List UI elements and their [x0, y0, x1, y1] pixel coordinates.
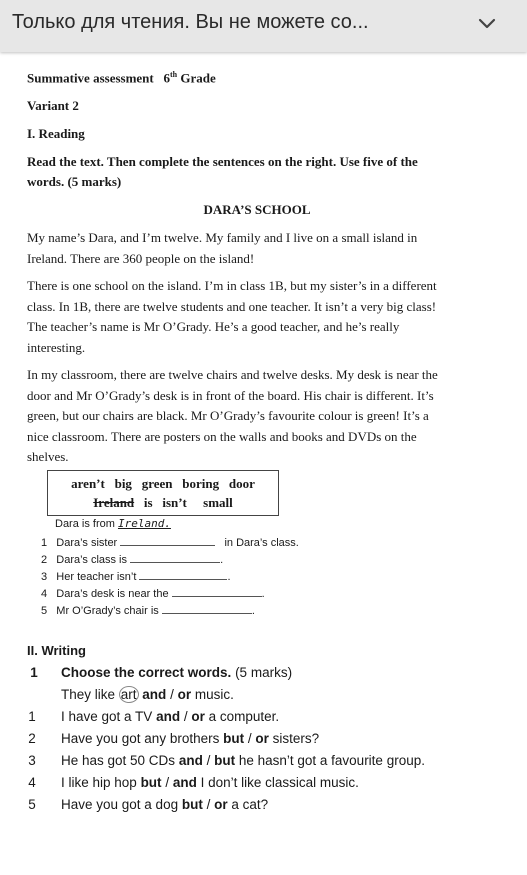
- choice-word[interactable]: but: [140, 775, 162, 790]
- paragraph-line: Ireland. There are 360 people on the island!: [27, 250, 255, 266]
- item-text-after: .: [251, 605, 255, 617]
- text-part: a computer.: [204, 709, 280, 724]
- item-number: 5: [28, 797, 36, 812]
- text-part: music.: [191, 687, 234, 702]
- item-text-after: in Dara’s class.: [224, 537, 299, 549]
- example-answer: Ireland.: [117, 517, 171, 530]
- choice-word[interactable]: and: [172, 775, 197, 790]
- slash: /: [202, 753, 215, 768]
- word-option: green: [141, 476, 173, 491]
- writing-item: [27, 731, 487, 751]
- example-text: Dara is from: [55, 518, 115, 530]
- writing-item: [27, 775, 487, 795]
- instruction-line-1: Read the text. Then complete the sentences on the right. Use five of the: [27, 154, 418, 169]
- item-text: Dara’s desk is near the: [56, 588, 169, 600]
- writing-task-heading: [27, 665, 487, 685]
- item-number: 4: [41, 588, 48, 600]
- slash: /: [244, 731, 256, 746]
- paragraph-line: door and Mr O’Grady’s desk is in front of the board. His chair is different. It’s: [27, 387, 434, 403]
- item-number: 3: [28, 753, 36, 768]
- answer-blank[interactable]: [120, 534, 215, 546]
- slash: /: [202, 797, 215, 812]
- answer-blank[interactable]: [130, 551, 220, 563]
- header-text: Summative assessment: [27, 70, 154, 86]
- word-option: is: [143, 495, 153, 510]
- item-number: 5: [41, 605, 48, 617]
- paragraph-line: In my classroom, there are twelve chairs and twelve desks. My desk is near the: [27, 367, 438, 382]
- choice-word[interactable]: but: [214, 753, 236, 768]
- writing-item-text: [61, 753, 425, 768]
- word-box-row-2: [48, 495, 278, 511]
- read-only-banner[interactable]: [0, 0, 527, 52]
- paragraph-line: The teacher’s name is Mr O’Grady. He’s a good teacher, and he’s really: [27, 319, 400, 334]
- reading-example: [55, 517, 171, 530]
- assessment-header: [27, 70, 216, 86]
- writing-item: [27, 753, 487, 773]
- text-part: sisters?: [268, 731, 320, 746]
- answer-blank[interactable]: [139, 568, 227, 580]
- grade-word: Grade: [180, 70, 216, 86]
- word-option: big: [114, 476, 132, 491]
- slash: /: [166, 687, 178, 702]
- section-writing-title: II. Writing: [27, 643, 86, 658]
- reading-item: [41, 602, 255, 617]
- item-text-after: .: [220, 554, 224, 566]
- paragraph-line: class. In 1B, there are twelve students and one teacher. It isn’t a very big class!: [27, 298, 437, 314]
- paragraph-2: [27, 276, 437, 358]
- choice-word[interactable]: and: [156, 709, 181, 724]
- choice-word: and: [138, 687, 167, 702]
- text-part: I have got a TV: [61, 709, 157, 724]
- item-text: Dara’s class is: [56, 554, 128, 566]
- instruction-line-2: words. (5 marks): [27, 174, 122, 189]
- grade-suffix: th: [170, 70, 178, 79]
- item-number: 4: [28, 775, 36, 790]
- paragraph-line: shelves.: [27, 449, 69, 464]
- banner-text: Только для чтения. Вы не можете со...: [12, 11, 369, 33]
- text-part: Have you got a dog: [61, 797, 182, 812]
- writing-item: [27, 709, 487, 729]
- word-box: [47, 470, 279, 516]
- item-text-after: .: [261, 588, 265, 600]
- paragraph-line: nice classroom. There are posters on the walls and books and DVDs on the: [27, 428, 417, 444]
- paragraph-line: My name’s Dara, and I’m twelve. My family and I live on a small island in: [27, 230, 418, 245]
- writing-item-text: [61, 797, 268, 812]
- word-option: door: [228, 476, 255, 491]
- item-number: 2: [28, 731, 36, 746]
- item-number: 3: [41, 571, 48, 583]
- task-instruction: [61, 665, 292, 680]
- reading-item: [41, 585, 265, 600]
- section-reading-title: I. Reading: [27, 126, 85, 141]
- writing-item-text: [61, 731, 319, 746]
- answer-blank[interactable]: [172, 585, 262, 597]
- word-option: isn’t: [162, 495, 187, 510]
- variant-label: Variant 2: [27, 98, 79, 113]
- choice-word[interactable]: but: [181, 797, 203, 812]
- writing-item-text: [61, 709, 279, 724]
- reading-item: [41, 551, 223, 566]
- choice-word[interactable]: and: [178, 753, 203, 768]
- slash: /: [180, 709, 192, 724]
- grade-number: 6: [163, 70, 170, 86]
- word-option: small: [203, 495, 233, 510]
- word-option: boring: [182, 476, 220, 491]
- choice-word[interactable]: or: [255, 731, 269, 746]
- writing-example: [27, 687, 487, 707]
- chevron-down-icon[interactable]: [477, 16, 497, 32]
- story-title: DARA’S SCHOOL: [203, 202, 311, 217]
- paragraph-line: green, but our chairs are black. Mr O’Grady’s favourite colour is green! It’s a: [27, 408, 429, 423]
- circled-example-word: art: [120, 687, 137, 702]
- text-part: Have you got any brothers: [61, 731, 224, 746]
- paragraph-line: There is one school on the island. I’m in class 1B, but my sister’s in a different: [27, 278, 437, 293]
- item-number: 2: [41, 554, 48, 566]
- word-option-used: Ireland: [93, 495, 135, 510]
- reading-item: [41, 534, 299, 549]
- paragraph-line: interesting.: [27, 339, 86, 355]
- paragraph-1: [27, 228, 417, 269]
- text-part: he hasn’t got a favourite group.: [235, 753, 425, 768]
- word-box-row-1: [48, 476, 278, 492]
- writing-item: [27, 797, 487, 817]
- item-number: 1: [28, 709, 36, 724]
- task-marks: (5 marks): [235, 665, 293, 680]
- item-number: 1: [41, 537, 48, 549]
- choice-word[interactable]: or: [191, 709, 205, 724]
- writing-item-text: [61, 775, 359, 790]
- reading-item: [41, 568, 231, 583]
- choice-word[interactable]: but: [223, 731, 245, 746]
- choice-word[interactable]: or: [214, 797, 228, 812]
- item-text: Her teacher isn’t: [56, 571, 137, 583]
- choice-word: or: [177, 687, 192, 702]
- text-part: He has got 50 CDs: [61, 753, 179, 768]
- text-part: a cat?: [227, 797, 269, 812]
- writing-example-text: [61, 687, 234, 702]
- word-option: aren’t: [71, 476, 105, 491]
- text-part: I like hip hop: [61, 775, 141, 790]
- text-part: I don’t like classical music.: [196, 775, 359, 790]
- slash: /: [161, 775, 173, 790]
- item-text: Mr O’Grady’s chair is: [56, 605, 159, 617]
- answer-blank[interactable]: [162, 602, 252, 614]
- task-title: Choose the correct words.: [61, 665, 232, 680]
- paragraph-3: [27, 365, 438, 468]
- item-text-after: .: [227, 571, 231, 583]
- item-text: Dara’s sister: [56, 537, 118, 549]
- task-number: 1: [30, 665, 38, 680]
- text-part: They like: [61, 687, 119, 702]
